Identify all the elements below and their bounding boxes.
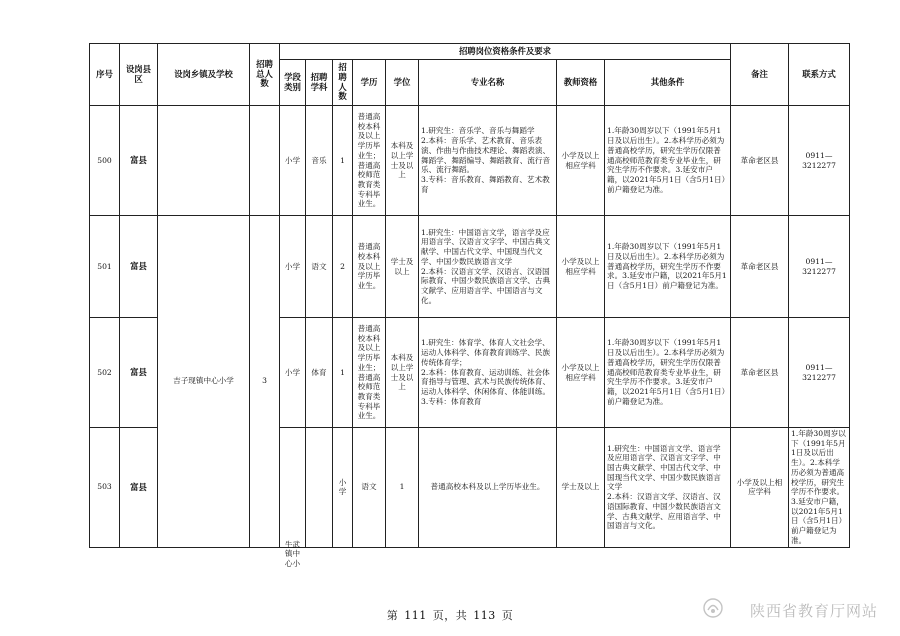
header-other: 其他条件 (605, 60, 731, 106)
row-major: 1.研究生：中国语言文学、语言学及应用语言学、汉语言文字学、中国古典文献学、中国古代文学、中国现当代文学、中国少数民族语言文学 2.本科：汉语言文学、汉语言、汉语国际教育、中国少数民族语言文学、古典文献学、应用语言学、中国语言与文化。 (605, 428, 731, 548)
row-other: 1.年龄30周岁以下（1991年5月1日及以后出生）。2.本科学历必须为普通高校学历，研究生学历仅限普通高校师范教育类专业毕业生，研究生学历不作要求。3.延安市户籍，以2021年5月1日（含5月1日）前户籍登记为准。 (605, 318, 731, 428)
row-school-empty (158, 106, 250, 216)
row-teacher-cert: 小学及以上相应学科 (557, 318, 605, 428)
row-county: 富县 (120, 216, 158, 318)
watermark: 陕西省教育厅网站 (749, 602, 878, 620)
row-teacher-cert: 小学及以上相应学科 (731, 428, 789, 548)
header-level: 学段类别 (280, 60, 306, 106)
row-county: 富县 (120, 428, 158, 548)
header-subject: 招聘学科 (306, 60, 333, 106)
footer-mid: 页，共 (432, 609, 468, 622)
group-total: 3 (250, 216, 280, 548)
row-major: 1.研究生：中国语言文学，语言学及应用语言学、汉语言文字学、中国古典文献学、中国古代文学、中国现当代文学、中国少数民族语言文学 2.本科：汉语言文学、汉语言、汉语国际教育、中国少数民族语言文学、古典文献学、应用语言学、中国语言与文化。 (419, 216, 557, 318)
row-education: 普通高校本科及以上学历毕业生；普通高校师范教育类专科毕业生。 (353, 106, 386, 216)
row-major: 1.研究生：音乐学、音乐与舞蹈学 2.本科：音乐学、艺术教育、音乐表演、作曲与作曲技术理论、舞蹈表演、舞蹈学、舞蹈编导、舞蹈教育、流行音乐、流行舞蹈。 3.专科：音乐教育、舞蹈教育、艺术教育 (419, 106, 557, 216)
row-subject: 体育 (306, 318, 333, 428)
header-count: 招聘人数 (333, 60, 353, 106)
row-level: 小学 (280, 318, 306, 428)
row-county: 富县 (120, 106, 158, 216)
footer-suffix: 页 (501, 609, 514, 622)
group-school-partial (280, 428, 306, 569)
footer-page: 111 (404, 609, 427, 622)
header-group: 招聘岗位资格条件及要求 (280, 44, 731, 60)
row-other: 1.年龄30周岁以下（1991年5月1日及以后出生）。2.本科学历必须为普通高校学历，研究生学历不作要求。3.延安市户籍，以2021年5月1日（含5月1日）前户籍登记为准。 (605, 216, 731, 318)
row-degree: 学士及以上 (557, 428, 605, 548)
row-major: 1.研究生：体育学、体育人文社会学、运动人体科学、体育教育训练学、民族传统体育学； 2.本科：体育教育、运动训练、社会体育指导与管理、武术与民族传统体育、运动人体科学、休闲体育、体能训练。 3.专科：体育教育 (419, 318, 557, 428)
header-county: 设岗县区 (120, 44, 158, 106)
row-county: 富县 (120, 318, 158, 428)
row-level: 小学 (333, 428, 353, 548)
footer-prefix: 第 (386, 609, 399, 622)
row-count: 2 (333, 216, 353, 318)
row-level: 小学 (280, 106, 306, 216)
row-contact: 0911—3212277 (789, 106, 850, 216)
header-teacher-cert: 教师资格 (557, 60, 605, 106)
row-total-empty (306, 428, 333, 548)
row-subject: 音乐 (306, 106, 333, 216)
row-seq: 502 (90, 318, 120, 428)
row-other: 1.年龄30周岁以下（1991年5月1日及以后出生）。2.本科学历必须为普通高校学历，研究生学历不作要求。3.延安市户籍，以2021年5月1日（含5月1日）前户籍登记为准。 (789, 428, 850, 548)
row-teacher-cert: 小学及以上相应学科 (557, 106, 605, 216)
row-seq: 500 (90, 106, 120, 216)
header-remark: 备注 (731, 44, 789, 106)
header-education: 学历 (353, 60, 386, 106)
table-row (90, 216, 850, 318)
row-level: 小学 (280, 216, 306, 318)
row-subject: 语文 (306, 216, 333, 318)
row-education: 普通高校本科及以上学历毕业生。 (419, 428, 557, 548)
row-degree: 本科及以上学士及以上 (386, 106, 419, 216)
row-count: 1 (386, 428, 419, 548)
row-total-empty (250, 106, 280, 216)
row-contact: 0911—3212277 (789, 216, 850, 318)
header-major: 专业名称 (419, 60, 557, 106)
row-contact: 0911—3212277 (789, 318, 850, 428)
row-remark: 革命老区县 (731, 216, 789, 318)
header-seq: 序号 (90, 44, 120, 106)
row-seq: 503 (90, 428, 120, 548)
row-count: 1 (333, 318, 353, 428)
partial-school-label: 牛武镇中心小 (284, 539, 301, 569)
header-contact: 联系方式 (789, 44, 850, 106)
row-remark: 革命老区县 (731, 106, 789, 216)
recruitment-table (89, 43, 850, 569)
row-other: 1.年龄30周岁以下（1991年5月1日及以后出生）。2.本科学历必须为普通高校学历，研究生学历仅限普通高校师范教育类专业毕业生，研究生学历不作要求。3.延安市户籍，以2021年5月1日（含5月1日）前户籍登记为准。 (605, 106, 731, 216)
row-education: 普通高校本科及以上学历毕业生。 (353, 216, 386, 318)
group-school: 吉子现镇中心小学 (158, 216, 250, 548)
row-seq: 501 (90, 216, 120, 318)
row-degree: 本科及以上学士及以上 (386, 318, 419, 428)
footer-total: 113 (473, 609, 496, 622)
header-total: 招聘总人数 (250, 44, 280, 106)
header-degree: 学位 (386, 60, 419, 106)
row-teacher-cert: 小学及以上相应学科 (557, 216, 605, 318)
row-degree: 学士及以上 (386, 216, 419, 318)
row-remark: 革命老区县 (731, 318, 789, 428)
header-row-1 (90, 44, 850, 60)
header-town-school: 设岗乡镇及学校 (158, 44, 250, 106)
row-education: 普通高校本科及以上学历毕业生；普通高校师范教育类专科毕业生。 (353, 318, 386, 428)
table-row (90, 106, 850, 216)
row-subject: 语文 (353, 428, 386, 548)
watermark-logo-icon (702, 597, 724, 619)
row-count: 1 (333, 106, 353, 216)
